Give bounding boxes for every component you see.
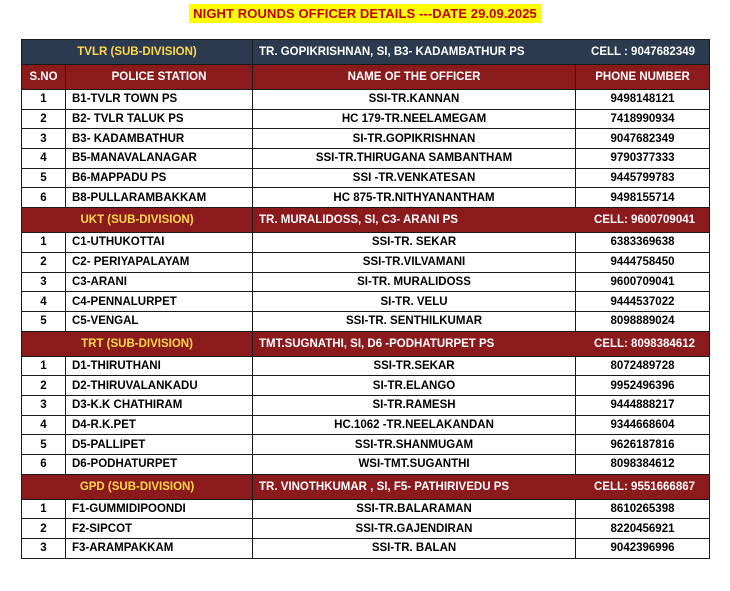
table-row xyxy=(22,499,710,519)
officer-name: SI-TR. MURALIDOSS xyxy=(253,272,576,292)
header-phone: PHONE NUMBER xyxy=(576,65,710,90)
serial-number: 1 xyxy=(22,90,66,110)
serial-number: 4 xyxy=(22,415,66,435)
table-row xyxy=(22,252,710,272)
serial-number: 2 xyxy=(22,376,66,396)
police-station: C3-ARANI xyxy=(66,272,253,292)
police-station: B2- TVLR TALUK PS xyxy=(66,109,253,129)
officer-name: WSI-TMT.SUGANTHI xyxy=(253,455,576,475)
subdivision-incharge: TMT.SUGNATHI, SI, D6 -PODHATURPET PS xyxy=(253,331,576,356)
table-row xyxy=(22,311,710,331)
officer-name: SSI-TR. SENTHILKUMAR xyxy=(253,311,576,331)
subdivision-cell: CELL : 9047682349 xyxy=(576,40,710,65)
officer-table-body xyxy=(22,40,710,559)
serial-number: 2 xyxy=(22,519,66,539)
subdivision-cell: CELL: 9551666867 xyxy=(576,474,710,499)
police-station: F3-ARAMPAKKAM xyxy=(66,539,253,559)
subdivision-name: TRT (SUB-DIVISION) xyxy=(22,331,253,356)
subdivision-name: UKT (SUB-DIVISION) xyxy=(22,208,253,233)
officer-name: SSI-TR.SEKAR xyxy=(253,356,576,376)
phone-number: 9444888217 xyxy=(576,395,710,415)
serial-number: 2 xyxy=(22,109,66,129)
phone-number: 8098384612 xyxy=(576,455,710,475)
police-station: B8-PULLARAMBAKKAM xyxy=(66,188,253,208)
phone-number: 7418990934 xyxy=(576,109,710,129)
table-row xyxy=(22,519,710,539)
police-station: D6-PODHATURPET xyxy=(66,455,253,475)
serial-number: 3 xyxy=(22,129,66,149)
subdivision-name: TVLR (SUB-DIVISION) xyxy=(22,40,253,65)
table-row xyxy=(22,109,710,129)
officer-name: SI-TR.RAMESH xyxy=(253,395,576,415)
table-row xyxy=(22,292,710,312)
table-row xyxy=(22,188,710,208)
police-station: B3- KADAMBATHUR xyxy=(66,129,253,149)
police-station: D4-R.K.PET xyxy=(66,415,253,435)
table-row xyxy=(22,149,710,169)
officer-name: SI-TR. VELU xyxy=(253,292,576,312)
serial-number: 3 xyxy=(22,272,66,292)
officer-name: HC.1062 -TR.NEELAKANDAN xyxy=(253,415,576,435)
serial-number: 3 xyxy=(22,539,66,559)
title-wrap xyxy=(0,4,730,23)
phone-number: 9626187816 xyxy=(576,435,710,455)
subdivision-row xyxy=(22,208,710,233)
police-station: C1-UTHUKOTTAI xyxy=(66,233,253,253)
phone-number: 9042396996 xyxy=(576,539,710,559)
subdivision-name: GPD (SUB-DIVISION) xyxy=(22,474,253,499)
serial-number: 4 xyxy=(22,149,66,169)
police-station: C4-PENNALURPET xyxy=(66,292,253,312)
police-station: D2-THIRUVALANKADU xyxy=(66,376,253,396)
table-row xyxy=(22,168,710,188)
serial-number: 5 xyxy=(22,435,66,455)
serial-number: 5 xyxy=(22,311,66,331)
serial-number: 3 xyxy=(22,395,66,415)
police-station: B1-TVLR TOWN PS xyxy=(66,90,253,110)
officer-name: SSI -TR.VENKATESAN xyxy=(253,168,576,188)
serial-number: 1 xyxy=(22,499,66,519)
table-row xyxy=(22,455,710,475)
police-station: F2-SIPCOT xyxy=(66,519,253,539)
police-station: F1-GUMMIDIPOONDI xyxy=(66,499,253,519)
subdivision-row xyxy=(22,331,710,356)
officer-name: SSI-TR.GAJENDIRAN xyxy=(253,519,576,539)
table-row xyxy=(22,90,710,110)
phone-number: 9600709041 xyxy=(576,272,710,292)
phone-number: 8072489728 xyxy=(576,356,710,376)
police-station: D5-PALLIPET xyxy=(66,435,253,455)
officer-table xyxy=(21,39,710,559)
police-station: D3-K.K CHATHIRAM xyxy=(66,395,253,415)
phone-number: 9790377333 xyxy=(576,149,710,169)
table-row xyxy=(22,435,710,455)
phone-number: 8098889024 xyxy=(576,311,710,331)
officer-name: SSI-TR. BALAN xyxy=(253,539,576,559)
serial-number: 1 xyxy=(22,233,66,253)
phone-number: 9445799783 xyxy=(576,168,710,188)
table-row xyxy=(22,233,710,253)
phone-number: 6383369638 xyxy=(576,233,710,253)
table-row xyxy=(22,415,710,435)
subdivision-incharge: TR. GOPIKRISHNAN, SI, B3- KADAMBATHUR PS xyxy=(253,40,576,65)
phone-number: 9444758450 xyxy=(576,252,710,272)
serial-number: 1 xyxy=(22,356,66,376)
header-station: POLICE STATION xyxy=(66,65,253,90)
phone-number: 9952496396 xyxy=(576,376,710,396)
officer-name: SSI-TR.BALARAMAN xyxy=(253,499,576,519)
header-officer: NAME OF THE OFFICER xyxy=(253,65,576,90)
officer-name: SSI-TR.THIRUGANA SAMBANTHAM xyxy=(253,149,576,169)
police-station: B5-MANAVALANAGAR xyxy=(66,149,253,169)
subdivision-incharge: TR. MURALIDOSS, SI, C3- ARANI PS xyxy=(253,208,576,233)
officer-name: SSI-TR.VILVAMANI xyxy=(253,252,576,272)
serial-number: 5 xyxy=(22,168,66,188)
serial-number: 4 xyxy=(22,292,66,312)
subdivision-row xyxy=(22,40,710,65)
serial-number: 6 xyxy=(22,188,66,208)
phone-number: 9047682349 xyxy=(576,129,710,149)
column-header-row xyxy=(22,65,710,90)
table-row xyxy=(22,539,710,559)
officer-name: SI-TR.ELANGO xyxy=(253,376,576,396)
subdivision-cell: CELL: 9600709041 xyxy=(576,208,710,233)
phone-number: 9444537022 xyxy=(576,292,710,312)
serial-number: 6 xyxy=(22,455,66,475)
header-sno: S.NO xyxy=(22,65,66,90)
table-row xyxy=(22,395,710,415)
officer-name: SSI-TR. SEKAR xyxy=(253,233,576,253)
subdivision-cell: CELL: 8098384612 xyxy=(576,331,710,356)
table-row xyxy=(22,356,710,376)
officer-name: SI-TR.GOPIKRISHNAN xyxy=(253,129,576,149)
table-row xyxy=(22,376,710,396)
police-station: C5-VENGAL xyxy=(66,311,253,331)
officer-name: HC 179-TR.NEELAMEGAM xyxy=(253,109,576,129)
officer-name: SSI-TR.KANNAN xyxy=(253,90,576,110)
table-row xyxy=(22,272,710,292)
phone-number: 9498155714 xyxy=(576,188,710,208)
police-station: C2- PERIYAPALAYAM xyxy=(66,252,253,272)
police-station: D1-THIRUTHANI xyxy=(66,356,253,376)
police-station: B6-MAPPADU PS xyxy=(66,168,253,188)
officer-name: HC 875-TR.NITHYANANTHAM xyxy=(253,188,576,208)
subdivision-incharge: TR. VINOTHKUMAR , SI, F5- PATHIRIVEDU PS xyxy=(253,474,576,499)
subdivision-row xyxy=(22,474,710,499)
page-title: NIGHT ROUNDS OFFICER DETAILS ---DATE 29.09.2025 xyxy=(189,4,541,23)
phone-number: 9498148121 xyxy=(576,90,710,110)
table-row xyxy=(22,129,710,149)
phone-number: 9344668604 xyxy=(576,415,710,435)
phone-number: 8610265398 xyxy=(576,499,710,519)
phone-number: 8220456921 xyxy=(576,519,710,539)
officer-name: SSI-TR.SHANMUGAM xyxy=(253,435,576,455)
serial-number: 2 xyxy=(22,252,66,272)
